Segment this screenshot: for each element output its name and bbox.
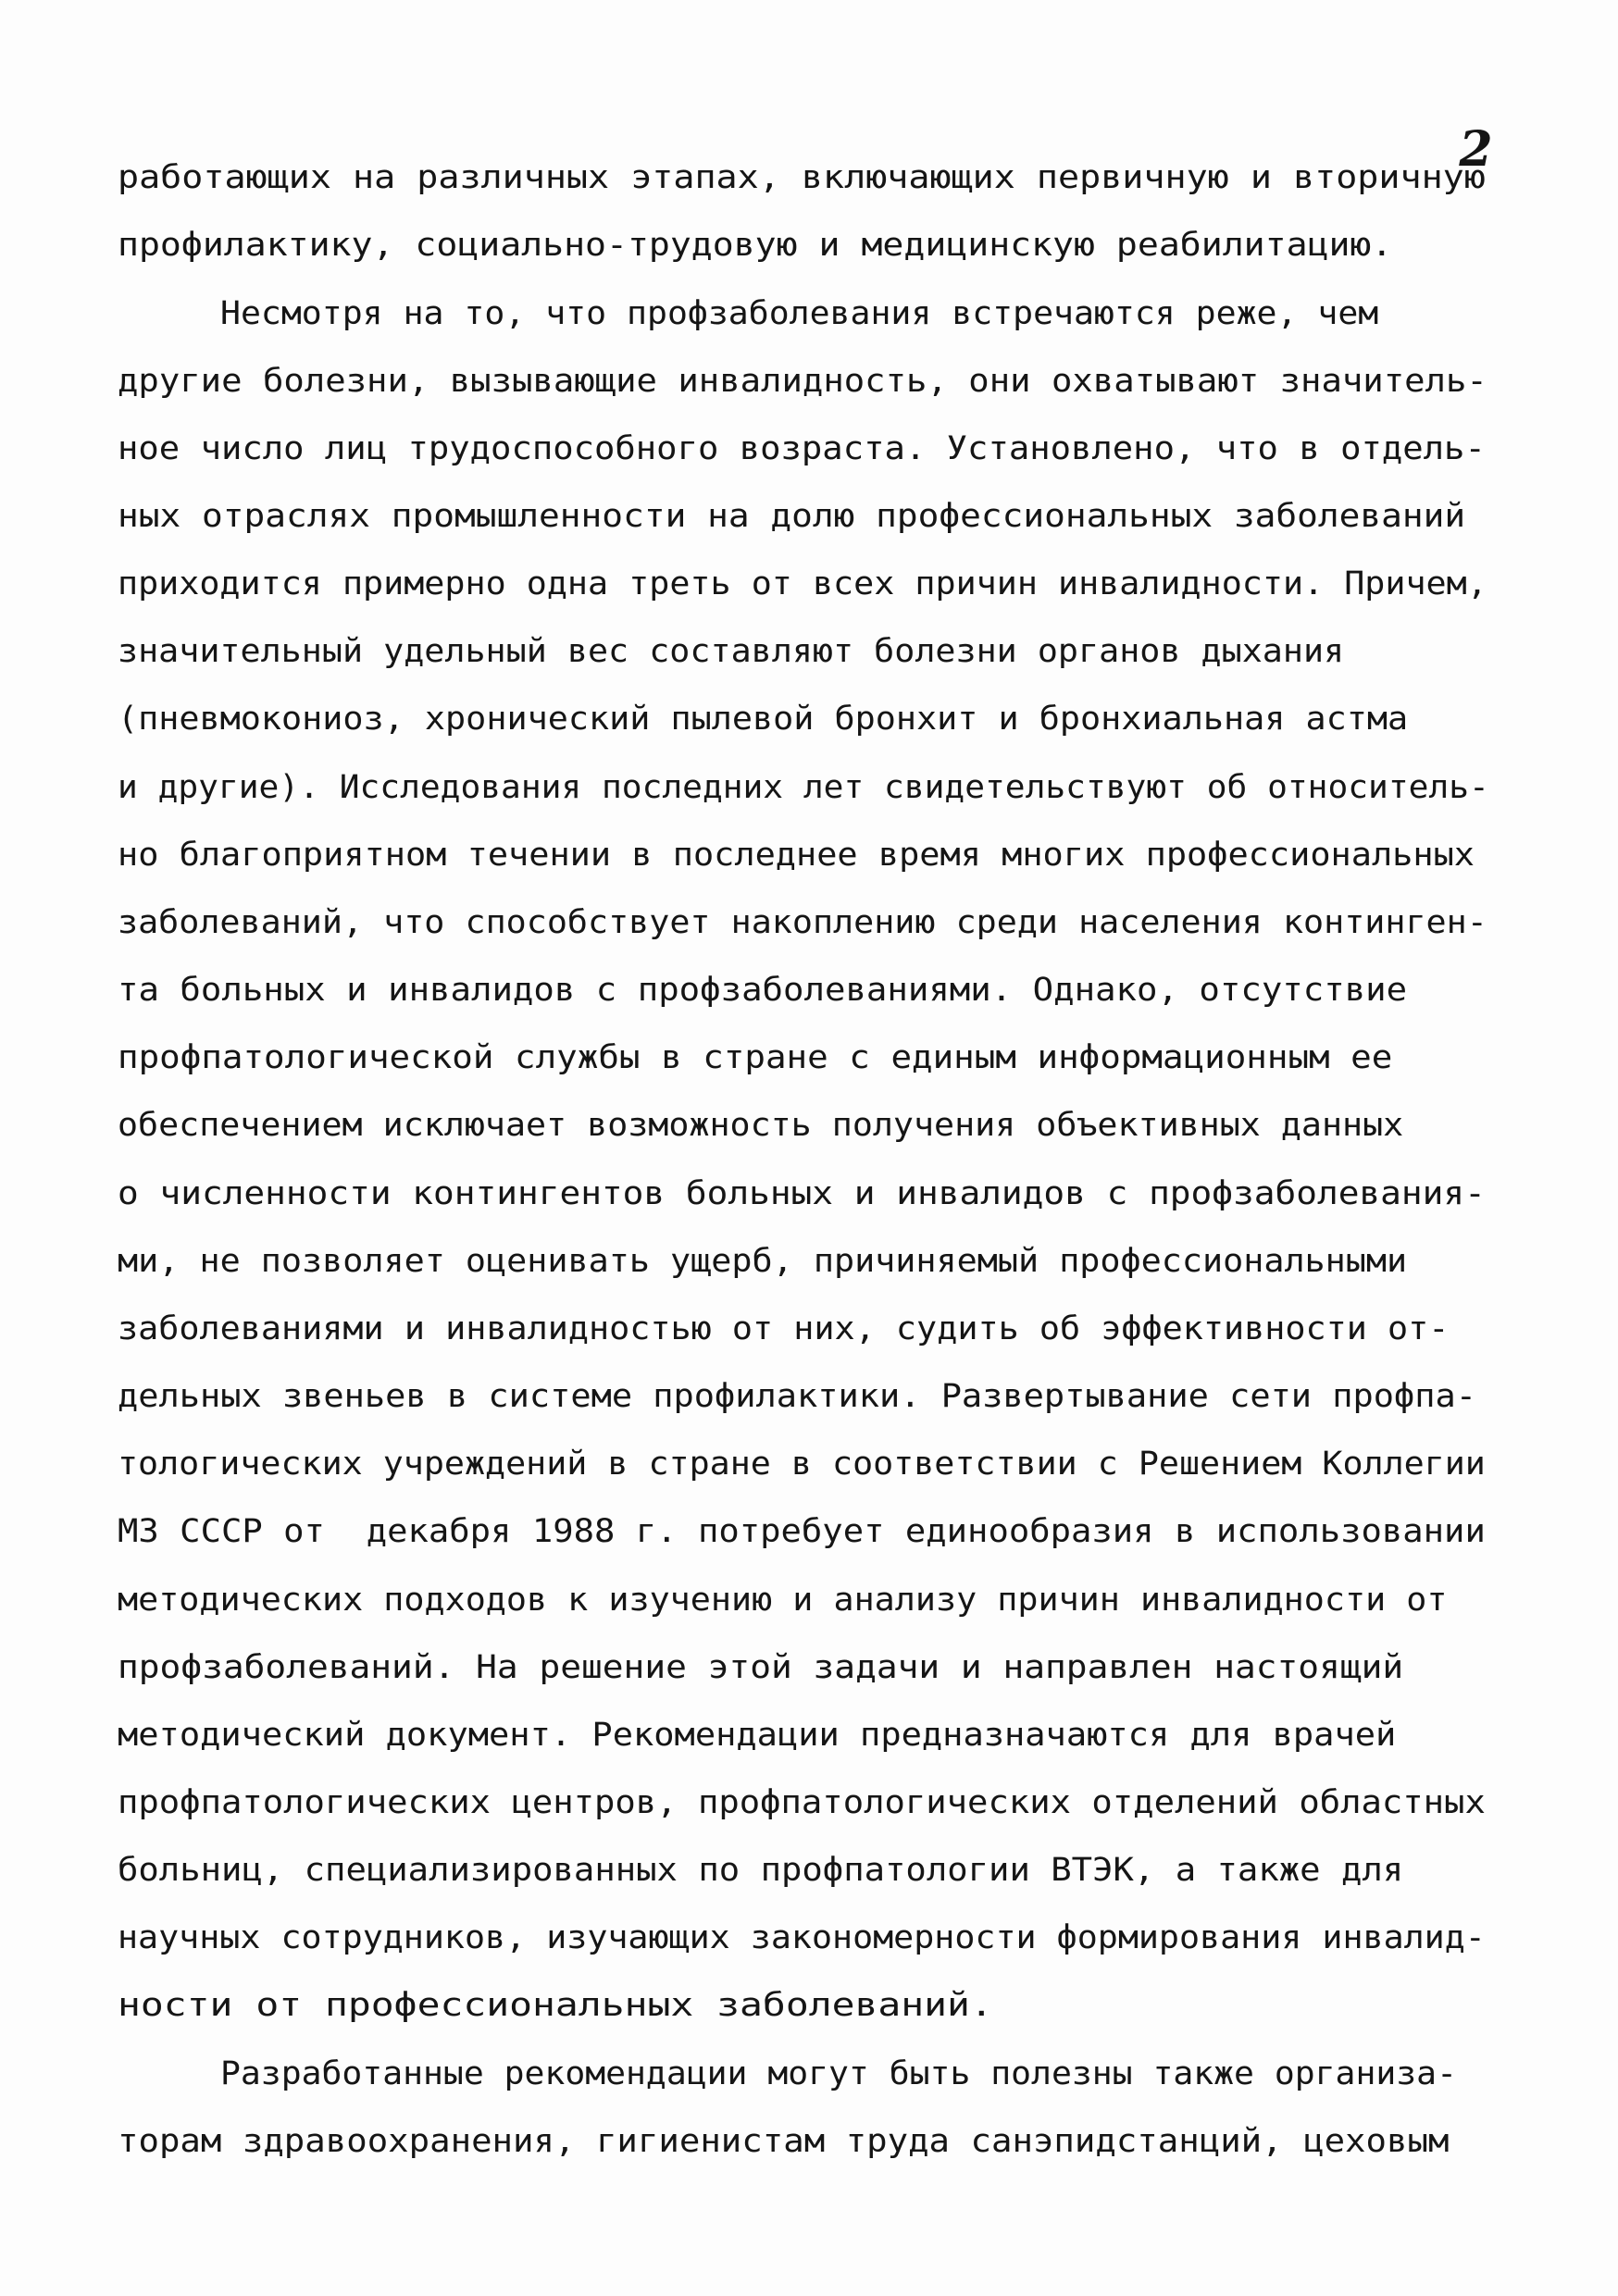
text-line: профпатологической службы в стране с единым информационным ее [118,1039,1393,1077]
text-line: ности от профессиональных заболеваний. [118,1987,993,2025]
text-line: и другие). Исследования последних лет свидетельствуют об относитель- [118,768,1489,806]
text-line: Несмотря на то, что профзаболевания встречаются реже, чем [220,294,1379,332]
text-line: торам здравоохранения, гигиенистам труда санэпидстанций, цеховым [118,2122,1450,2160]
text-line: дельных звеньев в системе профилактики. Развертывание сети профпа- [118,1378,1477,1416]
text-line: заболеваний, что способствует накоплению среди населения континген- [118,903,1487,941]
text-line: Разработанные рекомендации могут быть полезны также организа- [220,2054,1458,2092]
text-line: но благоприятном течении в последнее время многих профессиональных [118,836,1475,874]
text-line: заболеваниями и инвалидностью от них, судить об эффективности от- [118,1309,1450,1347]
text-line: работающих на различных этапах, включающих первичную и вторичную [118,159,1486,197]
text-line: о численности контингентов больных и инвалидов с профзаболевания- [118,1174,1486,1212]
text-line: профпатологических центров, профпатологических отделений областных [118,1783,1486,1821]
text-line: методический документ. Рекомендации предназначаются для врачей [118,1716,1397,1754]
text-line: методических подходов к изучению и анализу причин инвалидности от [118,1581,1448,1619]
text-line: та больных и инвалидов с профзаболеваниями. Однако, отсутствие [118,972,1408,1010]
text-line: профзаболеваний. На решение этой задачи и направлен настоящий [118,1648,1404,1686]
text-line: приходится примерно одна треть от всех причин инвалидности. Причем, [118,565,1487,603]
text-line: другие болезни, вызывающие инвалидность, они охватывают значитель- [118,362,1487,400]
text-line: больниц, специализированных по профпатологии ВТЭК, а также для [118,1852,1404,1890]
text-line: значительный удельный вес составляют болезни органов дыхания [118,633,1345,671]
text-line: профилактику, социально-трудовую и медицинскую реабилитацию. [118,227,1393,265]
text-line: ных отраслях промышленности на долю профессиональных заболеваний [118,497,1466,535]
text-line: ное число лиц трудоспособного возраста. Установлено, что в отдель- [118,429,1486,467]
text-line: тологических учреждений в стране в соответствии с Решением Коллегии [118,1446,1486,1483]
page-number: 2 [1459,120,1493,178]
text-line: обеспечением исключает возможность получения объективных данных [118,1107,1404,1145]
text-line: научных сотрудников, изучающих закономерности формирования инвалид- [118,1919,1486,1957]
text-line: (пневмокониоз, хронический пылевой бронхит и бронхиальная астма [118,701,1409,738]
text-line: МЗ СССР от декабря 1988 г. потребует единообразия в использовании [118,1513,1486,1551]
text-line: ми, не позволяет оценивать ущерб, причиняемый профессиональными [118,1242,1408,1280]
